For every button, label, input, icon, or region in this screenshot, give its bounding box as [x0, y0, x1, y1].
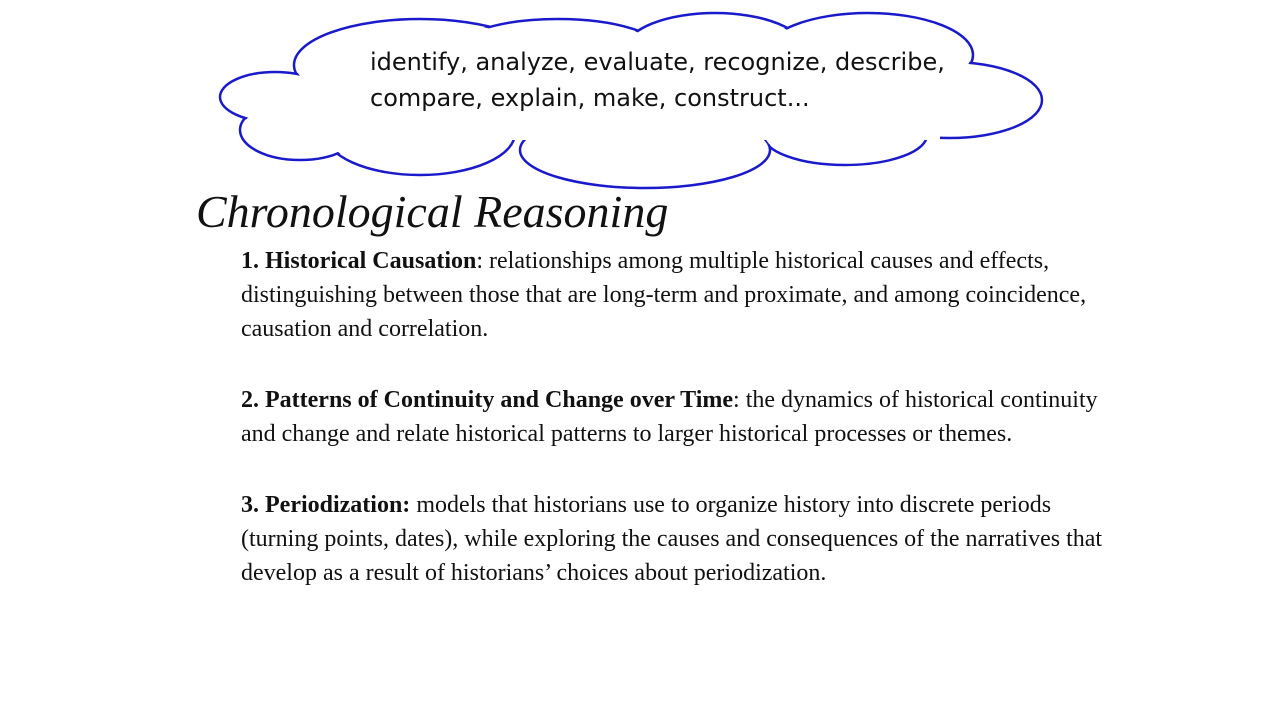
- cloud-line-2: compare, explain, make, construct...: [370, 84, 810, 112]
- slide-title: Chronological Reasoning: [196, 186, 669, 237]
- item-description: models that historians use to organize history into discrete periods (turning points, dates), while exploring the causes and consequences of the narratives that develop as a result of historians’ choices about periodization.: [241, 492, 1103, 586]
- item-description: the dynamics of historical continuity and change and relate historical patterns to larger historical processes or themes.: [241, 387, 1098, 447]
- item-term: Periodization:: [265, 492, 411, 518]
- item-number: 3.: [241, 492, 259, 518]
- reasoning-list: [241, 244, 1121, 627]
- cloud-line-1: identify, analyze, evaluate, recognize, describe,: [370, 48, 945, 76]
- list-item: [241, 244, 1121, 346]
- item-separator: :: [476, 248, 490, 274]
- list-item: [241, 383, 1121, 451]
- item-number: 1.: [241, 248, 259, 274]
- list-item: [241, 488, 1121, 590]
- item-separator: :: [733, 387, 746, 413]
- item-description: relationships among multiple historical causes and effects, distinguishing between those that are long-term and proximate, and among coincidence, causation and correlation.: [241, 248, 1087, 342]
- cloud-text: [370, 44, 1010, 116]
- item-term: Patterns of Continuity and Change over Time: [265, 387, 734, 413]
- item-number: 2.: [241, 387, 259, 413]
- item-term: Historical Causation: [265, 248, 477, 274]
